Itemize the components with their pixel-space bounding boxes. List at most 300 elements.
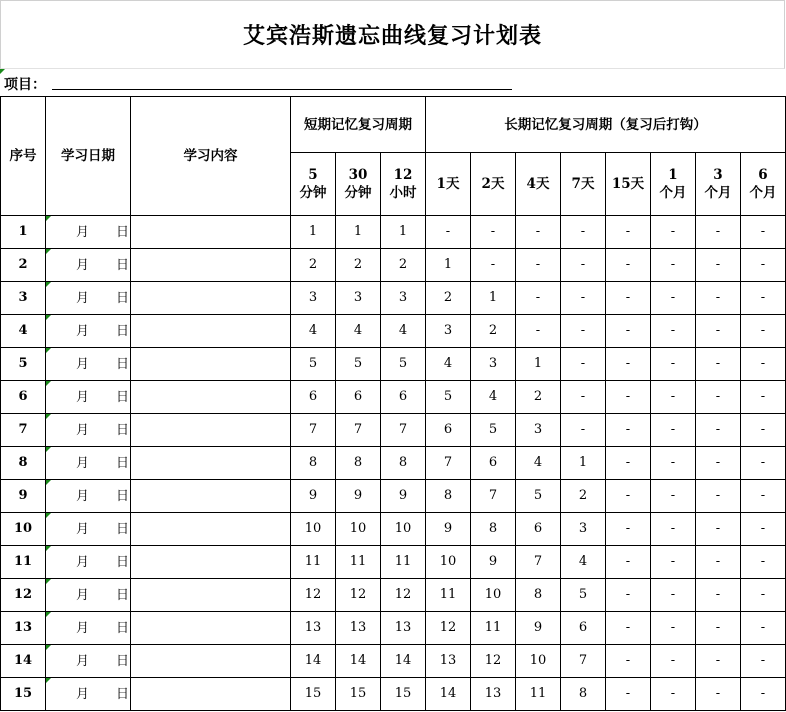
long-review-cell[interactable]: - — [606, 579, 651, 612]
date-month-label: 月 — [76, 687, 90, 702]
date-day-label: 日 — [116, 423, 130, 438]
table-row — [1, 645, 786, 678]
date-cell[interactable] — [46, 579, 131, 612]
long-review-cell[interactable]: - — [561, 381, 606, 414]
date-day-label: 日 — [116, 687, 130, 702]
long-review-cell[interactable]: - — [606, 447, 651, 480]
long-review-cell[interactable]: - — [606, 612, 651, 645]
content-cell[interactable] — [131, 348, 291, 381]
cell-marker-icon — [46, 282, 51, 287]
period-header — [606, 153, 651, 216]
cell-marker-icon — [46, 381, 51, 386]
period-header-line2: 个月 — [749, 185, 777, 201]
row-seq: 10 — [1, 513, 46, 546]
long-review-cell[interactable]: - — [696, 546, 741, 579]
content-cell[interactable] — [131, 447, 291, 480]
long-review-cell[interactable]: 11 — [516, 678, 561, 711]
short-review-cell[interactable]: 6 — [381, 381, 426, 414]
long-review-cell[interactable]: - — [651, 513, 696, 546]
long-review-cell[interactable]: - — [651, 678, 696, 711]
long-review-cell[interactable]: - — [696, 612, 741, 645]
table-row — [1, 480, 786, 513]
period-header-line1: 1 — [668, 167, 678, 183]
long-review-cell[interactable]: - — [651, 480, 696, 513]
date-month-label: 月 — [76, 324, 90, 339]
long-review-cell[interactable]: 10 — [471, 579, 516, 612]
period-header-line2: 个月 — [704, 185, 732, 201]
date-cell[interactable] — [46, 282, 131, 315]
content-cell[interactable] — [131, 513, 291, 546]
long-review-cell[interactable]: 7 — [516, 546, 561, 579]
short-review-cell[interactable]: 13 — [336, 612, 381, 645]
cell-marker-icon — [46, 612, 51, 617]
long-review-cell[interactable]: 6 — [471, 447, 516, 480]
short-review-cell[interactable]: 1 — [336, 216, 381, 249]
short-review-cell[interactable]: 3 — [381, 282, 426, 315]
table-row — [1, 612, 786, 645]
long-review-cell[interactable]: - — [696, 480, 741, 513]
date-cell[interactable] — [46, 315, 131, 348]
short-review-cell[interactable]: 1 — [381, 216, 426, 249]
long-review-cell[interactable]: - — [606, 546, 651, 579]
date-month-label: 月 — [76, 555, 90, 570]
cell-marker-icon — [46, 414, 51, 419]
short-review-cell[interactable]: 7 — [336, 414, 381, 447]
date-day-label: 日 — [116, 258, 130, 273]
cell-marker-icon — [46, 315, 51, 320]
date-month-label: 月 — [76, 423, 90, 438]
date-day-label: 日 — [116, 522, 130, 537]
period-header — [426, 153, 471, 216]
short-review-cell[interactable]: 14 — [381, 645, 426, 678]
long-review-cell[interactable]: 2 — [471, 315, 516, 348]
long-review-cell[interactable]: - — [561, 282, 606, 315]
date-day-label: 日 — [116, 489, 130, 504]
short-review-cell[interactable]: 11 — [381, 546, 426, 579]
short-review-cell[interactable]: 10 — [336, 513, 381, 546]
cell-marker-icon — [46, 546, 51, 551]
row-seq: 3 — [1, 282, 46, 315]
date-cell[interactable] — [46, 216, 131, 249]
long-review-cell[interactable]: 9 — [516, 612, 561, 645]
content-cell[interactable] — [131, 546, 291, 579]
long-review-cell[interactable]: 6 — [426, 414, 471, 447]
long-review-cell[interactable]: - — [696, 447, 741, 480]
row-seq: 7 — [1, 414, 46, 447]
date-cell[interactable] — [46, 249, 131, 282]
long-review-cell[interactable]: - — [651, 381, 696, 414]
short-review-cell[interactable]: 15 — [381, 678, 426, 711]
long-review-cell[interactable]: - — [426, 216, 471, 249]
long-review-cell[interactable]: - — [606, 348, 651, 381]
date-month-label: 月 — [76, 357, 90, 372]
period-header-line2: 分钟 — [299, 185, 327, 201]
long-review-cell[interactable]: - — [741, 315, 786, 348]
row-seq: 14 — [1, 645, 46, 678]
long-review-cell[interactable]: - — [741, 249, 786, 282]
table-row — [1, 414, 786, 447]
date-day-label: 日 — [116, 654, 130, 669]
long-review-cell[interactable]: - — [651, 447, 696, 480]
date-month-label: 月 — [76, 621, 90, 636]
project-row[interactable] — [0, 69, 785, 96]
long-review-cell[interactable]: - — [696, 216, 741, 249]
long-review-cell[interactable]: - — [516, 216, 561, 249]
row-seq: 15 — [1, 678, 46, 711]
long-review-cell[interactable]: 3 — [561, 513, 606, 546]
row-seq: 5 — [1, 348, 46, 381]
content-cell[interactable] — [131, 315, 291, 348]
long-review-cell[interactable]: - — [606, 480, 651, 513]
long-review-cell[interactable]: 4 — [561, 546, 606, 579]
long-review-cell[interactable]: - — [561, 216, 606, 249]
table-row — [1, 315, 786, 348]
long-review-cell[interactable]: - — [696, 513, 741, 546]
content-cell[interactable] — [131, 645, 291, 678]
long-review-cell[interactable]: - — [516, 315, 561, 348]
short-review-cell[interactable]: 4 — [336, 315, 381, 348]
long-review-cell[interactable]: 14 — [426, 678, 471, 711]
header-date: 学习日期 — [46, 97, 131, 216]
short-review-cell[interactable]: 12 — [336, 579, 381, 612]
date-day-label: 日 — [116, 621, 130, 636]
long-review-cell[interactable]: 4 — [426, 348, 471, 381]
header-long-term: 长期记忆复习周期（复习后打钩） — [426, 97, 786, 153]
short-review-cell[interactable]: 2 — [381, 249, 426, 282]
long-review-cell[interactable]: - — [651, 546, 696, 579]
header-content: 学习内容 — [131, 97, 291, 216]
short-review-cell[interactable]: 8 — [336, 447, 381, 480]
cell-marker-icon — [46, 249, 51, 254]
long-review-cell[interactable]: 7 — [426, 447, 471, 480]
long-review-cell[interactable]: - — [651, 612, 696, 645]
content-cell[interactable] — [131, 612, 291, 645]
long-review-cell[interactable]: - — [606, 414, 651, 447]
content-cell[interactable] — [131, 678, 291, 711]
date-day-label: 日 — [116, 588, 130, 603]
long-review-cell[interactable]: 5 — [561, 579, 606, 612]
long-review-cell[interactable]: - — [651, 282, 696, 315]
cell-marker-icon — [46, 348, 51, 353]
long-review-cell[interactable]: - — [741, 480, 786, 513]
period-header-line1: 6 — [758, 167, 768, 183]
period-header-line1: 1天 — [436, 176, 460, 192]
short-review-cell[interactable]: 10 — [291, 513, 336, 546]
date-day-label: 日 — [116, 357, 130, 372]
date-cell[interactable] — [46, 414, 131, 447]
period-header-line1: 5 — [308, 167, 318, 183]
long-review-cell[interactable]: - — [606, 216, 651, 249]
short-review-cell[interactable]: 5 — [381, 348, 426, 381]
review-schedule-table — [0, 96, 786, 711]
short-review-cell[interactable]: 8 — [381, 447, 426, 480]
long-review-cell[interactable]: - — [561, 414, 606, 447]
long-review-cell[interactable]: 13 — [426, 645, 471, 678]
table-row — [1, 348, 786, 381]
period-header — [381, 153, 426, 216]
period-header-line1: 3 — [713, 167, 723, 183]
short-review-cell[interactable]: 13 — [381, 612, 426, 645]
date-month-label: 月 — [76, 225, 90, 240]
long-review-cell[interactable]: 1 — [471, 282, 516, 315]
long-review-cell[interactable]: - — [741, 216, 786, 249]
short-review-cell[interactable]: 6 — [336, 381, 381, 414]
content-cell[interactable] — [131, 216, 291, 249]
short-review-cell[interactable]: 5 — [336, 348, 381, 381]
content-cell[interactable] — [131, 480, 291, 513]
short-review-cell[interactable]: 8 — [291, 447, 336, 480]
period-header-line1: 7天 — [571, 176, 595, 192]
period-header-line1: 12 — [393, 167, 413, 183]
long-review-cell[interactable]: 1 — [516, 348, 561, 381]
row-seq: 9 — [1, 480, 46, 513]
long-review-cell[interactable]: - — [741, 513, 786, 546]
short-review-cell[interactable]: 3 — [336, 282, 381, 315]
table-row — [1, 216, 786, 249]
date-month-label: 月 — [76, 456, 90, 471]
row-seq: 12 — [1, 579, 46, 612]
period-header-line2: 小时 — [389, 185, 417, 201]
short-review-cell[interactable]: 4 — [381, 315, 426, 348]
long-review-cell[interactable]: - — [696, 249, 741, 282]
sheet-title: 艾宾浩斯遗忘曲线复习计划表 — [0, 0, 785, 69]
long-review-cell[interactable]: 7 — [561, 645, 606, 678]
date-cell[interactable] — [46, 381, 131, 414]
table-row — [1, 579, 786, 612]
content-cell[interactable] — [131, 381, 291, 414]
long-review-cell[interactable]: - — [696, 414, 741, 447]
date-month-label: 月 — [76, 489, 90, 504]
date-month-label: 月 — [76, 390, 90, 405]
long-review-cell[interactable]: 3 — [516, 414, 561, 447]
long-review-cell[interactable]: - — [741, 546, 786, 579]
short-review-cell[interactable]: 2 — [291, 249, 336, 282]
long-review-cell[interactable]: - — [696, 579, 741, 612]
cell-marker-icon — [46, 480, 51, 485]
long-review-cell[interactable]: - — [741, 612, 786, 645]
long-review-cell[interactable]: 2 — [426, 282, 471, 315]
long-review-cell[interactable]: - — [696, 282, 741, 315]
long-review-cell[interactable]: 8 — [516, 579, 561, 612]
project-input-line[interactable] — [52, 89, 512, 90]
period-header-line2: 个月 — [659, 185, 687, 201]
long-review-cell[interactable]: - — [651, 579, 696, 612]
long-review-cell[interactable]: 2 — [561, 480, 606, 513]
period-header — [471, 153, 516, 216]
date-cell[interactable] — [46, 678, 131, 711]
long-review-cell[interactable]: - — [606, 249, 651, 282]
long-review-cell[interactable]: 4 — [516, 447, 561, 480]
long-review-cell[interactable]: - — [516, 282, 561, 315]
date-day-label: 日 — [116, 225, 130, 240]
short-review-cell[interactable]: 14 — [336, 645, 381, 678]
long-review-cell[interactable]: - — [561, 348, 606, 381]
date-day-label: 日 — [116, 555, 130, 570]
long-review-cell[interactable]: 6 — [516, 513, 561, 546]
date-day-label: 日 — [116, 324, 130, 339]
long-review-cell[interactable]: - — [696, 645, 741, 678]
period-header-line1: 4天 — [526, 176, 550, 192]
short-review-cell[interactable]: 5 — [291, 348, 336, 381]
long-review-cell[interactable]: - — [561, 315, 606, 348]
table-row — [1, 447, 786, 480]
short-review-cell[interactable]: 11 — [336, 546, 381, 579]
period-header — [516, 153, 561, 216]
period-header-line1: 30 — [348, 167, 368, 183]
long-review-cell[interactable]: - — [741, 645, 786, 678]
date-cell[interactable] — [46, 480, 131, 513]
long-review-cell[interactable]: - — [696, 348, 741, 381]
short-review-cell[interactable]: 12 — [291, 579, 336, 612]
cell-marker-icon — [46, 645, 51, 650]
period-header — [291, 153, 336, 216]
short-review-cell[interactable]: 9 — [381, 480, 426, 513]
long-review-cell[interactable]: - — [651, 645, 696, 678]
table-row — [1, 249, 786, 282]
short-review-cell[interactable]: 4 — [291, 315, 336, 348]
table-row — [1, 513, 786, 546]
row-seq: 13 — [1, 612, 46, 645]
long-review-cell[interactable]: 1 — [426, 249, 471, 282]
row-seq: 6 — [1, 381, 46, 414]
header-seq: 序号 — [1, 97, 46, 216]
period-header — [561, 153, 606, 216]
short-review-cell[interactable]: 1 — [291, 216, 336, 249]
long-review-cell[interactable]: - — [651, 315, 696, 348]
table-row — [1, 381, 786, 414]
long-review-cell[interactable]: - — [741, 282, 786, 315]
long-review-cell[interactable]: 4 — [471, 381, 516, 414]
period-header-line2: 分钟 — [344, 185, 372, 201]
long-review-cell[interactable]: 7 — [471, 480, 516, 513]
date-month-label: 月 — [76, 654, 90, 669]
long-review-cell[interactable]: - — [651, 414, 696, 447]
short-review-cell[interactable]: 11 — [291, 546, 336, 579]
long-review-cell[interactable]: 8 — [471, 513, 516, 546]
content-cell[interactable] — [131, 282, 291, 315]
short-review-cell[interactable]: 9 — [291, 480, 336, 513]
long-review-cell[interactable]: - — [741, 447, 786, 480]
period-header — [651, 153, 696, 216]
row-seq: 1 — [1, 216, 46, 249]
row-seq: 11 — [1, 546, 46, 579]
long-review-cell[interactable]: 1 — [561, 447, 606, 480]
long-review-cell[interactable]: 5 — [426, 381, 471, 414]
date-cell[interactable] — [46, 612, 131, 645]
long-review-cell[interactable]: 12 — [471, 645, 516, 678]
long-review-cell[interactable]: - — [606, 645, 651, 678]
short-review-cell[interactable]: 3 — [291, 282, 336, 315]
long-review-cell[interactable]: - — [651, 249, 696, 282]
cell-marker-icon — [46, 678, 51, 683]
long-review-cell[interactable]: - — [516, 249, 561, 282]
long-review-cell[interactable]: 3 — [426, 315, 471, 348]
long-review-cell[interactable]: 9 — [426, 513, 471, 546]
long-review-cell[interactable]: 10 — [516, 645, 561, 678]
short-review-cell[interactable]: 15 — [336, 678, 381, 711]
date-cell[interactable] — [46, 513, 131, 546]
long-review-cell[interactable]: - — [741, 381, 786, 414]
long-review-cell[interactable]: - — [696, 678, 741, 711]
period-header — [741, 153, 786, 216]
long-review-cell[interactable]: 13 — [471, 678, 516, 711]
long-review-cell[interactable]: - — [606, 315, 651, 348]
date-cell[interactable] — [46, 546, 131, 579]
long-review-cell[interactable]: 5 — [471, 414, 516, 447]
long-review-cell[interactable]: 8 — [561, 678, 606, 711]
long-review-cell[interactable]: 5 — [516, 480, 561, 513]
long-review-cell[interactable]: 8 — [426, 480, 471, 513]
table-row — [1, 546, 786, 579]
long-review-cell[interactable]: 3 — [471, 348, 516, 381]
long-review-cell[interactable]: 6 — [561, 612, 606, 645]
short-review-cell[interactable]: 7 — [381, 414, 426, 447]
date-month-label: 月 — [76, 291, 90, 306]
row-seq: 4 — [1, 315, 46, 348]
long-review-cell[interactable]: - — [471, 249, 516, 282]
table-row — [1, 282, 786, 315]
long-review-cell[interactable]: 9 — [471, 546, 516, 579]
date-month-label: 月 — [76, 258, 90, 273]
long-review-cell[interactable]: - — [606, 381, 651, 414]
short-review-cell[interactable]: 6 — [291, 381, 336, 414]
long-review-cell[interactable]: - — [606, 678, 651, 711]
date-month-label: 月 — [76, 522, 90, 537]
short-review-cell[interactable]: 14 — [291, 645, 336, 678]
short-review-cell[interactable]: 15 — [291, 678, 336, 711]
long-review-cell[interactable]: - — [741, 348, 786, 381]
row-seq: 8 — [1, 447, 46, 480]
short-review-cell[interactable]: 7 — [291, 414, 336, 447]
long-review-cell[interactable]: - — [606, 513, 651, 546]
long-review-cell[interactable]: - — [471, 216, 516, 249]
long-review-cell[interactable]: - — [741, 678, 786, 711]
long-review-cell[interactable]: - — [696, 315, 741, 348]
long-review-cell[interactable]: - — [741, 414, 786, 447]
short-review-cell[interactable]: 2 — [336, 249, 381, 282]
long-review-cell[interactable]: - — [606, 282, 651, 315]
short-review-cell[interactable]: 13 — [291, 612, 336, 645]
long-review-cell[interactable]: 2 — [516, 381, 561, 414]
long-review-cell[interactable]: - — [561, 249, 606, 282]
cell-marker-icon — [46, 513, 51, 518]
period-header-line1: 15天 — [611, 176, 645, 192]
date-cell[interactable] — [46, 348, 131, 381]
short-review-cell[interactable]: 12 — [381, 579, 426, 612]
row-seq: 2 — [1, 249, 46, 282]
long-review-cell[interactable]: - — [696, 381, 741, 414]
long-review-cell[interactable]: 10 — [426, 546, 471, 579]
header-short-term: 短期记忆复习周期 — [291, 97, 426, 153]
date-cell[interactable] — [46, 645, 131, 678]
long-review-cell[interactable]: - — [651, 216, 696, 249]
period-header — [336, 153, 381, 216]
date-cell[interactable] — [46, 447, 131, 480]
short-review-cell[interactable]: 9 — [336, 480, 381, 513]
long-review-cell[interactable]: - — [741, 579, 786, 612]
long-review-cell[interactable]: 11 — [426, 579, 471, 612]
cell-marker-icon — [46, 579, 51, 584]
content-cell[interactable] — [131, 249, 291, 282]
short-review-cell[interactable]: 10 — [381, 513, 426, 546]
long-review-cell[interactable]: 12 — [426, 612, 471, 645]
long-review-cell[interactable]: - — [651, 348, 696, 381]
date-month-label: 月 — [76, 588, 90, 603]
date-day-label: 日 — [116, 390, 130, 405]
content-cell[interactable] — [131, 579, 291, 612]
long-review-cell[interactable]: 11 — [471, 612, 516, 645]
content-cell[interactable] — [131, 414, 291, 447]
